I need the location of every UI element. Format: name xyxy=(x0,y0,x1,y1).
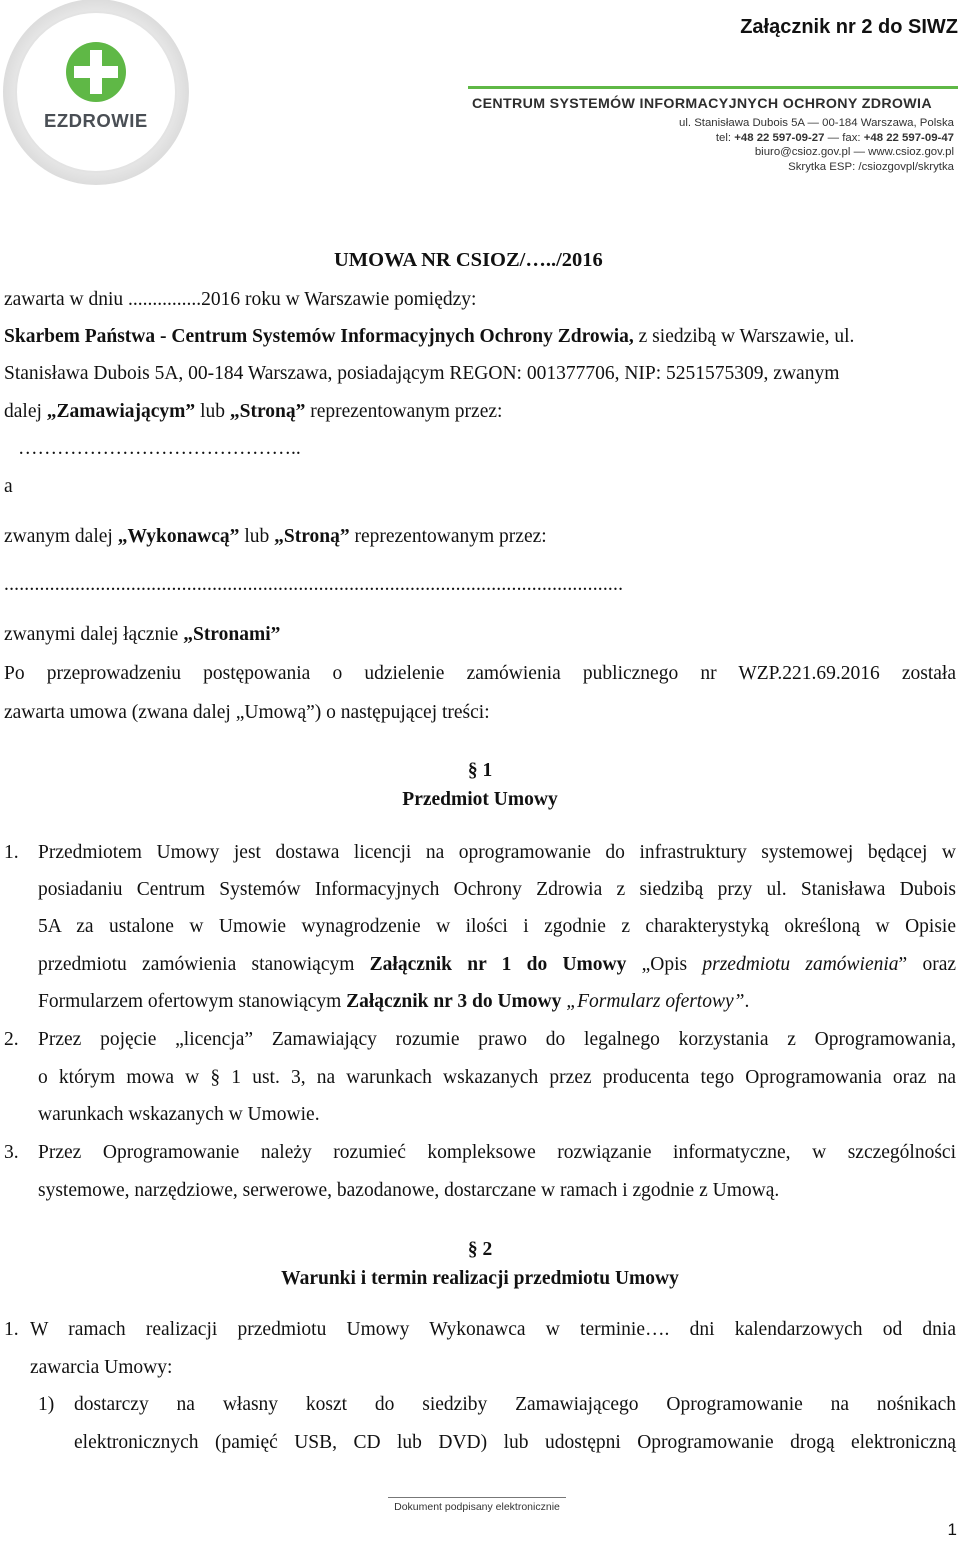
esp-line: Skrytka ESP: /csiozgovpl/skrytka xyxy=(788,160,954,173)
annex1-ref: Załącznik nr 1 do Umowy xyxy=(369,954,627,975)
footer-rule xyxy=(388,1497,566,1498)
csioz-letterhead xyxy=(468,86,958,186)
text-span: . xyxy=(744,991,750,1012)
s2-p1-line1: W ramach realizacji przedmiotu Umowy Wykonawca w terminie…. dni kalendarzowych od dnia xyxy=(30,1319,956,1340)
s2-item1-line2: elektronicznych (pamięć USB, CD lub DVD) lub udostępni Oprogramowanie drogą elektroniczną xyxy=(74,1432,956,1453)
party1-line3 xyxy=(4,399,502,425)
s2-p1-line2: zawarcia Umowy: xyxy=(30,1357,173,1378)
fax-value: +48 22 597-09-47 xyxy=(863,131,954,144)
text-span: zwanym dalej xyxy=(4,526,118,547)
brand-wordmark: EZDROWIE xyxy=(44,110,148,131)
text-span: ” oraz xyxy=(898,954,957,975)
ezdrowie-logo-icon xyxy=(0,0,210,185)
letterhead-rule xyxy=(468,86,958,89)
wykonawca-term: „Wykonawcą” xyxy=(117,526,240,547)
contact-details xyxy=(679,116,954,174)
party2-line xyxy=(4,524,547,550)
procedure-line2: zawarta umowa (zwana dalej „Umową”) o następującej treści: xyxy=(4,702,490,723)
section2-number: § 2 xyxy=(467,1239,493,1260)
s1-p1-number: 1. xyxy=(4,842,19,863)
s1-p3-number: 3. xyxy=(4,1142,19,1163)
annex1-title: przedmiotu zamówienia xyxy=(702,954,899,975)
text-span: dalej xyxy=(4,401,47,422)
s1-p1-line4 xyxy=(38,952,956,978)
text-span: zwanymi dalej łącznie xyxy=(4,624,184,645)
s2-item1-line1: dostarczy na własny koszt do siedziby Zamawiającego Oprogramowanie na nośnikach xyxy=(74,1394,956,1415)
and-word: a xyxy=(4,476,13,497)
s1-p3-line1: Przez Oprogramowanie należy rozumieć kompleksowe rozwiązanie informatyczne, w szczególności xyxy=(38,1142,956,1163)
together-line xyxy=(4,622,280,648)
text-span: lub xyxy=(239,526,275,547)
text-span: reprezentowanym przez: xyxy=(305,401,503,422)
text-span: „Opis xyxy=(626,954,703,975)
page-number: 1 xyxy=(947,1520,957,1539)
annex3-title: „Formularz ofertowy” xyxy=(566,991,745,1012)
text-span: lub xyxy=(195,401,230,422)
procedure-line1: Po przeprowadzeniu postępowania o udzielenie zamówienia publicznego nr WZP.221.69.2016 została xyxy=(4,663,956,684)
ezdrowie-logo xyxy=(0,0,210,185)
representative-dots-1: …………………………………….. xyxy=(18,438,301,459)
fax-label: — fax: xyxy=(827,131,861,144)
s1-p1-line5 xyxy=(38,989,749,1015)
party1-seat: z siedzibą w Warszawie, ul. xyxy=(633,326,855,347)
email-web-line[interactable]: biuro@csioz.gov.pl — www.csioz.gov.pl xyxy=(754,146,954,158)
text-span: przedmiotu zamówienia stanowiącym xyxy=(38,954,370,975)
s2-p1-number: 1. xyxy=(4,1319,19,1340)
contract-title: UMOWA NR CSIOZ/…../2016 xyxy=(334,249,603,271)
party1-name: Skarbem Państwa - Centrum Systemów Informacyjnych Ochrony Zdrowia, xyxy=(4,326,634,347)
s1-p2-number: 2. xyxy=(4,1029,19,1050)
section2-heading: Warunki i termin realizacji przedmiotu Umowy xyxy=(281,1268,679,1289)
s1-p3-line2: systemowe, narzędziowe, serwerowe, bazodanowe, dostarczane w ramach i zgodnie z Umową. xyxy=(38,1180,780,1201)
party1-line1 xyxy=(4,324,854,350)
strona-term: „Stroną” xyxy=(229,401,306,422)
concluded-line: zawarta w dniu ...............2016 roku w Warszawie pomiędzy: xyxy=(4,289,477,310)
section1-number: § 1 xyxy=(467,760,493,781)
party1-line2: Stanisława Dubois 5A, 00-184 Warszawa, posiadającym REGON: 001377706, NIP: 5251575309, zwanym xyxy=(4,363,840,384)
text-span: Formularzem ofertowym stanowiącym xyxy=(38,991,347,1012)
strona-term: „Stroną” xyxy=(274,526,350,547)
representative-dots-2: .......................................................................................................................... xyxy=(4,574,624,595)
s2-item1-number: 1) xyxy=(38,1394,55,1415)
zamawiajacy-term: „Zamawiającym” xyxy=(46,401,196,422)
s1-p1-line2: posiadaniu Centrum Systemów Informacyjnych Ochrony Zdrowia z siedzibą przy ul. Stanisława Dubois xyxy=(38,879,956,900)
address-line: ul. Stanisława Dubois 5A — 00-184 Warszawa, Polska xyxy=(679,117,954,129)
s1-p2-line2: o którym mowa w § 1 ust. 3, na warunkach wskazanych przez producenta tego Oprogramowania oraz na xyxy=(38,1067,956,1088)
s1-p1-line1: Przedmiotem Umowy jest dostawa licencji na oprogramowanie do infrastruktury systemowej będącej w xyxy=(38,842,956,863)
s1-p2-line3: warunkach wskazanych w Umowie. xyxy=(38,1104,320,1125)
s1-p1-line3: 5A za ustalone w Umowie wynagrodzenie w ilości i zgodnie z charakterystyką określoną w Opisie xyxy=(38,916,956,937)
annex3-ref: Załącznik nr 3 do Umowy xyxy=(346,991,562,1012)
annex-label: Załącznik nr 2 do SIWZ xyxy=(740,16,958,38)
tel-label: tel: xyxy=(715,131,732,144)
signed-note: Dokument podpisany elektronicznie xyxy=(394,1501,560,1513)
text-span: reprezentowanym przez: xyxy=(349,526,547,547)
section1-heading: Przedmiot Umowy xyxy=(402,789,558,810)
s1-p2-line1: Przez pojęcie „licencja” Zamawiający rozumie prawo do legalnego korzystania z Oprogramowania, xyxy=(38,1029,956,1050)
tel-value: +48 22 597-09-27 xyxy=(734,131,825,144)
strony-term: „Stronami” xyxy=(183,624,281,645)
phone-fax-line xyxy=(679,131,954,146)
org-name: CENTRUM SYSTEMÓW INFORMACYJNYCH OCHRONY ZDROWIA xyxy=(472,96,932,112)
